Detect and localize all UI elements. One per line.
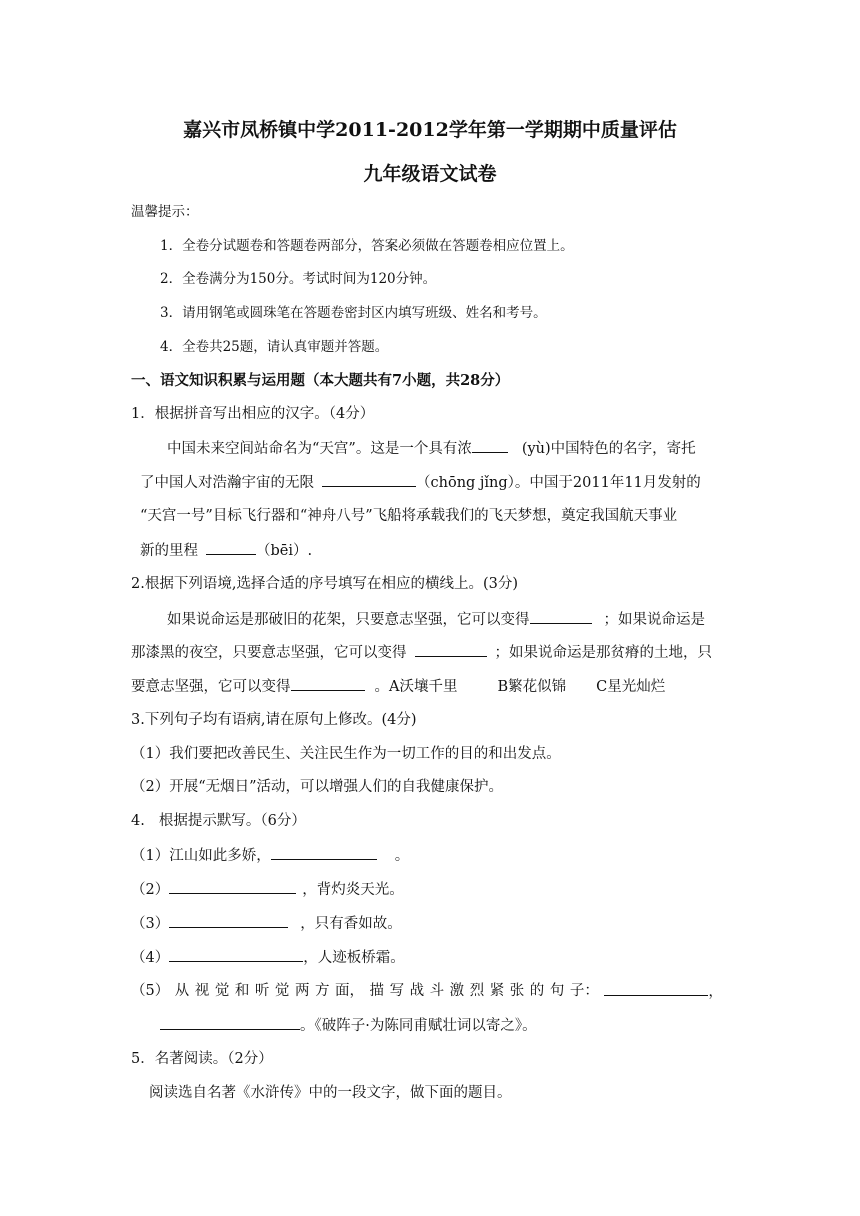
dictation-line: （3） ，只有香如故。 [131,913,402,934]
question-3-sentence: （1）我们要把改善民生、关注民生作为一切工作的目的和出发点。 [131,746,561,762]
notice-item: 1．全卷分试题卷和答题卷两部分，答案必须做在答题卷相应位置上。 [160,238,574,254]
answer-blank[interactable] [169,879,296,894]
answer-blank[interactable] [604,981,708,996]
answer-blank[interactable] [291,676,365,691]
exam-subtitle: 九年级语文试卷 [363,163,497,185]
question-1-line: “天宫一号”目标飞行器和“神舟八号”飞船将承载我们的飞天梦想，奠定我国航天事业 [140,508,678,524]
question-3-sentence: （2）开展“无烟日”活动，可以增强人们的自我健康保护。 [131,779,504,795]
question-2-line: 如果说命运是那破旧的花架，只要意志坚强，它可以变得 ；如果说命运是 [167,609,705,630]
question-5-line: 阅读选自名著《水浒传》中的一段文字，做下面的题目。 [149,1085,512,1101]
question-2-line: 那漆黑的夜空，只要意志坚强，它可以变得 ；如果说命运是那贫瘠的土地，只 [131,642,712,663]
answer-blank[interactable] [322,472,416,487]
question-1-line: 中国未来空间站命名为“天宫”。这是一个具有浓 (yù)中国特色的名字，寄托 [167,438,696,459]
exam-title: 嘉兴市凤桥镇中学2011-2012学年第一学期期中质量评估 [183,119,677,141]
dictation-line: （4） ，人迹板桥霜。 [131,947,405,968]
question-3-stem: 3.下列句子均有语病,请在原句上修改。(4分) [131,712,417,728]
dictation-line-5b: 。《破阵子·为陈同甫赋壮词以寄之》。 [160,1015,537,1036]
question-1-line: 新的里程 （bēi）. [140,540,312,561]
question-2-line: 要意志坚强，它可以变得 。A沃壤千里 B繁花似锦 C星光灿烂 [131,676,665,697]
question-1-stem: 1．根据拼音写出相应的汉字。（4分） [131,406,375,422]
answer-blank[interactable] [415,642,487,657]
answer-blank[interactable] [530,609,592,624]
question-2-stem: 2.根据下列语境,选择合适的序号填写在相应的横线上。(3分) [131,576,518,592]
notice-heading: 温馨提示： [131,204,199,220]
question-5-stem: 5．名著阅读。（2分） [131,1051,273,1067]
option-c: C星光灿烂 [596,679,666,695]
notice-item: 4．全卷共25题，请认真审题并答题。 [160,339,389,355]
option-b: B繁花似锦 [497,679,567,695]
dictation-line: （1）江山如此多娇， 。 [131,845,409,866]
answer-blank[interactable] [271,845,377,860]
answer-blank[interactable] [472,438,508,453]
answer-blank[interactable] [160,1015,300,1030]
dictation-line-5: （5） 从 视 觉 和 听 觉 两 方 面， 描 写 战 斗 激 烈 紧 张 的 句 子： ， [131,983,723,1000]
notice-item: 2．全卷满分为150分。考试时间为120分钟。 [160,271,437,287]
dictation-line: （2） ，背灼炎天光。 [131,879,404,900]
notice-item: 3．请用钢笔或圆珠笔在答题卷密封区内填写班级、姓名和考号。 [160,305,547,321]
question-4-stem: 4. 根据提示默写。（6分） [131,813,306,829]
section-heading: 一、语文知识积累与运用题（本大题共有7小题，共28分） [131,372,510,389]
answer-blank[interactable] [169,913,288,928]
question-1-line: 了中国人对浩瀚宇宙的无限 （chōng jǐng）。中国于2011年11月发射的 [140,472,701,493]
answer-blank[interactable] [169,947,303,962]
answer-blank[interactable] [206,540,256,555]
